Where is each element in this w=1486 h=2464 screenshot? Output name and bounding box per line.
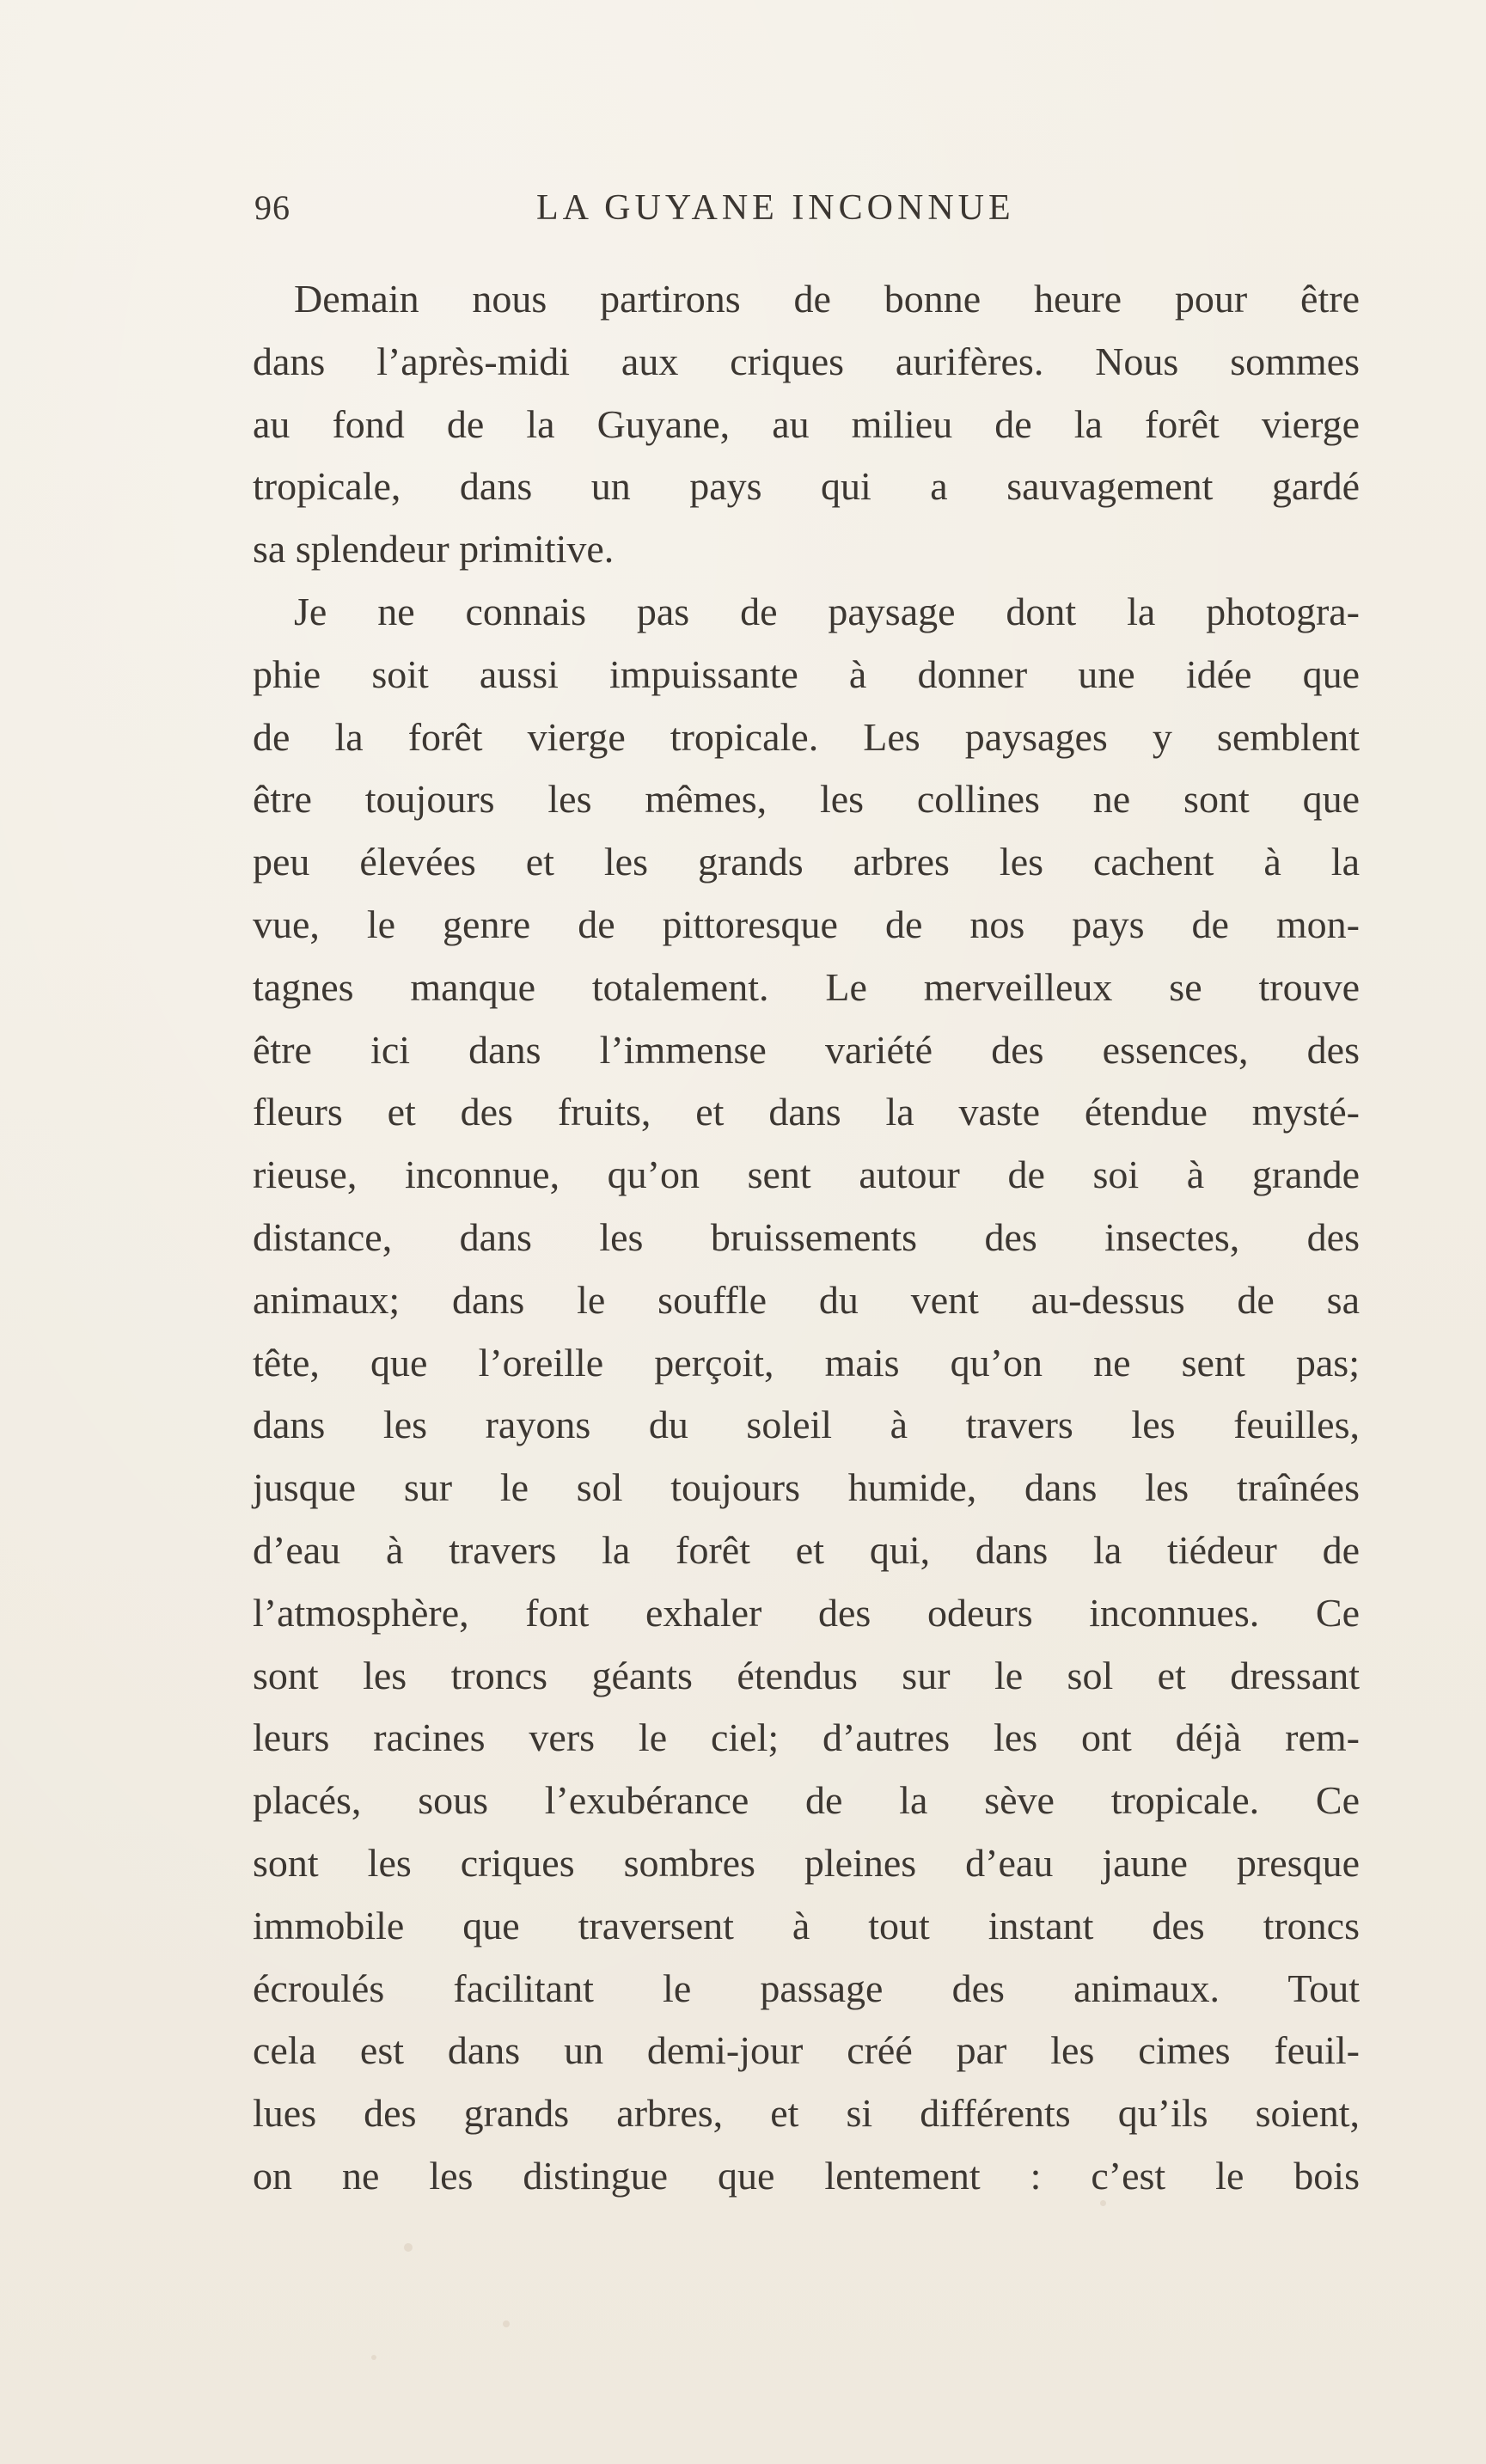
text-line: être ici dans l’immense variété des essences, des [253, 1027, 1360, 1072]
text-line: Je ne connais pas de paysage dont la photogra- [294, 589, 1360, 633]
text-line: sont les troncs géants étendus sur le sol et dressant [253, 1653, 1360, 1697]
text-line: peu élevées et les grands arbres les cachent à la [253, 840, 1360, 884]
paper-speck [404, 2243, 413, 2252]
text-line: rieuse, inconnue, qu’on sent autour de soi à grande [253, 1153, 1360, 1197]
text-line: fleurs et des fruits, et dans la vaste étendue mysté- [253, 1090, 1360, 1134]
paper-speck [371, 2355, 376, 2360]
text-line: sa splendeur primitive. [253, 527, 615, 572]
page-number: 96 [254, 188, 290, 227]
text-line: tropicale, dans un pays qui a sauvagement gardé [253, 464, 1360, 509]
text-line: dans l’après-midi aux criques aurifères. Nous sommes [253, 339, 1360, 383]
text-line: être toujours les mêmes, les collines ne sont que [253, 777, 1360, 822]
text-line: immobile que traversent à tout instant des troncs [253, 1903, 1360, 1947]
text-line: Demain nous partirons de bonne heure pour être [294, 277, 1360, 321]
paper-speck [503, 2320, 510, 2327]
text-line: tagnes manque totalement. Le merveilleux se trouve [253, 964, 1360, 1009]
body-text [253, 268, 1360, 2208]
text-line: on ne les distingue que lentement : c’est le bois [253, 2153, 1360, 2198]
text-line: leurs racines vers le ciel; d’autres les ont déjà rem- [253, 1715, 1360, 1760]
text-line: distance, dans les bruissements des insectes, des [253, 1214, 1360, 1259]
text-line: l’atmosphère, font exhaler des odeurs inconnues. Ce [253, 1590, 1360, 1635]
text-line: placés, sous l’exubérance de la sève tropicale. Ce [253, 1778, 1360, 1823]
running-title: LA GUYANE INCONNUE [536, 188, 1015, 228]
running-head [254, 187, 1361, 239]
text-line: jusque sur le sol toujours humide, dans les traînées [253, 1465, 1360, 1510]
text-line: dans les rayons du soleil à travers les feuilles, [253, 1403, 1360, 1447]
text-line: phie soit aussi impuissante à donner une idée que [253, 651, 1360, 696]
text-line: sont les criques sombres pleines d’eau jaune presque [253, 1840, 1360, 1885]
text-line: de la forêt vierge tropicale. Les paysages y semblent [253, 714, 1360, 759]
paper-speck [1100, 2200, 1106, 2206]
text-line: tête, que l’oreille perçoit, mais qu’on ne sent pas; [253, 1340, 1360, 1385]
text-line: d’eau à travers la forêt et qui, dans la tiédeur de [253, 1527, 1360, 1572]
text-line: lues des grands arbres, et si différents qu’ils soient, [253, 2091, 1360, 2136]
text-line: cela est dans un demi-jour créé par les cimes feuil- [253, 2028, 1360, 2073]
text-line: vue, le genre de pittoresque de nos pays de mon- [253, 902, 1360, 946]
text-line: animaux; dans le souffle du vent au-dessus de sa [253, 1277, 1360, 1322]
text-line: écroulés facilitant le passage des animaux. Tout [253, 1966, 1360, 2010]
text-line: au fond de la Guyane, au milieu de la forêt vierge [253, 401, 1360, 446]
